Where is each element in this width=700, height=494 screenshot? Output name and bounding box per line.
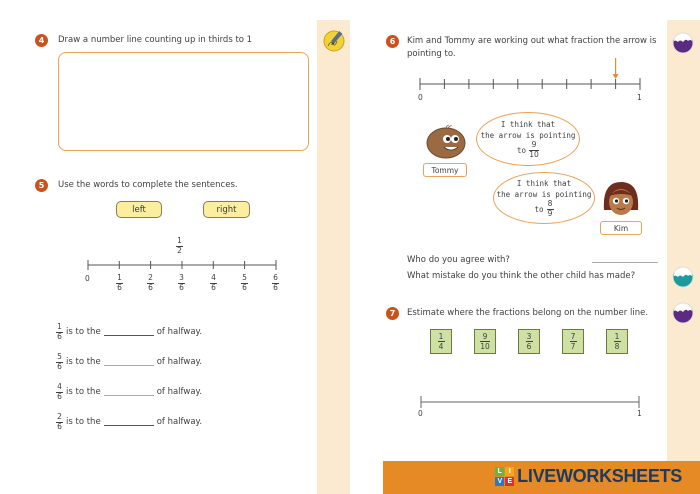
tick-label: $\frac{3}{6}$ xyxy=(179,273,184,292)
tick-label: $\frac{6}{6}$ xyxy=(273,273,278,292)
pencil-writing-icon xyxy=(322,28,346,52)
question-number-badge: 4 xyxy=(35,34,48,47)
question-5-text: Use the words to complete the sentences. xyxy=(58,180,238,190)
kim-character-icon xyxy=(600,180,642,220)
question-6-agree: Who do you agree with? xyxy=(407,255,510,265)
answer-blank[interactable] xyxy=(104,328,154,336)
tommy-speech-bubble: I think that the arrow is pointing to $\frac{9}{10}$ xyxy=(476,112,580,166)
fraction-card[interactable]: $\frac{7}{7}$ xyxy=(562,329,584,354)
question-6-text-line2: pointing to. xyxy=(407,49,456,59)
word-option-left[interactable]: left xyxy=(116,201,162,218)
question-number-badge: 5 xyxy=(35,179,48,192)
q6-end-label: 1 xyxy=(637,93,642,102)
q7-start-label: 0 xyxy=(418,409,423,418)
left-page-margin xyxy=(317,20,350,494)
thought-bubble-teal-icon xyxy=(671,266,695,288)
tommy-name-tag: Tommy xyxy=(423,163,467,177)
q6-start-label: 0 xyxy=(418,93,423,102)
tick-label: $\frac{5}{6}$ xyxy=(242,273,247,292)
halfway-label: $\frac{1}{2}$ xyxy=(177,236,182,255)
fraction-card[interactable]: $\frac{9}{10}$ xyxy=(474,329,496,354)
liveworksheets-footer-banner xyxy=(383,461,700,494)
kim-name-tag: Kim xyxy=(600,221,642,235)
sentence-row: $\frac{1}{6}$ is to the of halfway. xyxy=(57,322,203,341)
q6-number-line xyxy=(415,56,645,92)
word-option-right[interactable]: right xyxy=(203,201,250,218)
tick-label: $\frac{4}{6}$ xyxy=(211,273,216,292)
brand-name: LIVEWORKSHEETS xyxy=(517,466,682,486)
right-page-margin xyxy=(667,20,700,494)
tick-label: $\frac{1}{6}$ xyxy=(117,273,122,292)
q7-number-line[interactable] xyxy=(417,396,643,408)
sentence-row: $\frac{2}{6}$ is to the of halfway. xyxy=(57,412,203,431)
question-number-badge: 6 xyxy=(386,35,399,48)
answer-blank[interactable] xyxy=(104,388,154,396)
q4-drawing-answer-box[interactable] xyxy=(58,52,309,151)
q7-end-label: 1 xyxy=(637,409,642,418)
agree-answer-blank[interactable] xyxy=(592,262,658,263)
fraction-card[interactable]: $\frac{1}{8}$ xyxy=(606,329,628,354)
tick-label-zero: 0 xyxy=(85,274,90,283)
fraction-card[interactable]: $\frac{1}{4}$ xyxy=(430,329,452,354)
question-4-text: Draw a number line counting up in thirds to 1 xyxy=(58,35,253,45)
fraction-card[interactable]: $\frac{3}{6}$ xyxy=(518,329,540,354)
question-7-text: Estimate where the fractions belong on the number line. xyxy=(407,308,649,318)
answer-blank[interactable] xyxy=(104,358,154,366)
question-number-badge: 7 xyxy=(386,307,399,320)
tommy-character-icon xyxy=(424,124,468,160)
liveworksheets-logo-icon: L I V E xyxy=(495,467,514,486)
liveworksheets-brand[interactable] xyxy=(495,466,682,487)
thought-bubble-purple-icon xyxy=(671,32,695,54)
question-6-text-line1: Kim and Tommy are working out what fraction the arrow is xyxy=(407,36,657,46)
sentence-row: $\frac{5}{6}$ is to the of halfway. xyxy=(57,352,203,371)
thought-bubble-purple-icon xyxy=(671,302,695,324)
q5-number-line xyxy=(84,258,284,274)
answer-blank[interactable] xyxy=(104,418,154,426)
question-6-mistake: What mistake do you think the other child has made? xyxy=(407,271,636,281)
tick-label: $\frac{2}{6}$ xyxy=(148,273,153,292)
sentence-row: $\frac{4}{6}$ is to the of halfway. xyxy=(57,382,203,401)
kim-speech-bubble: I think that the arrow is pointing to $\frac{8}{9}$ xyxy=(493,172,595,224)
